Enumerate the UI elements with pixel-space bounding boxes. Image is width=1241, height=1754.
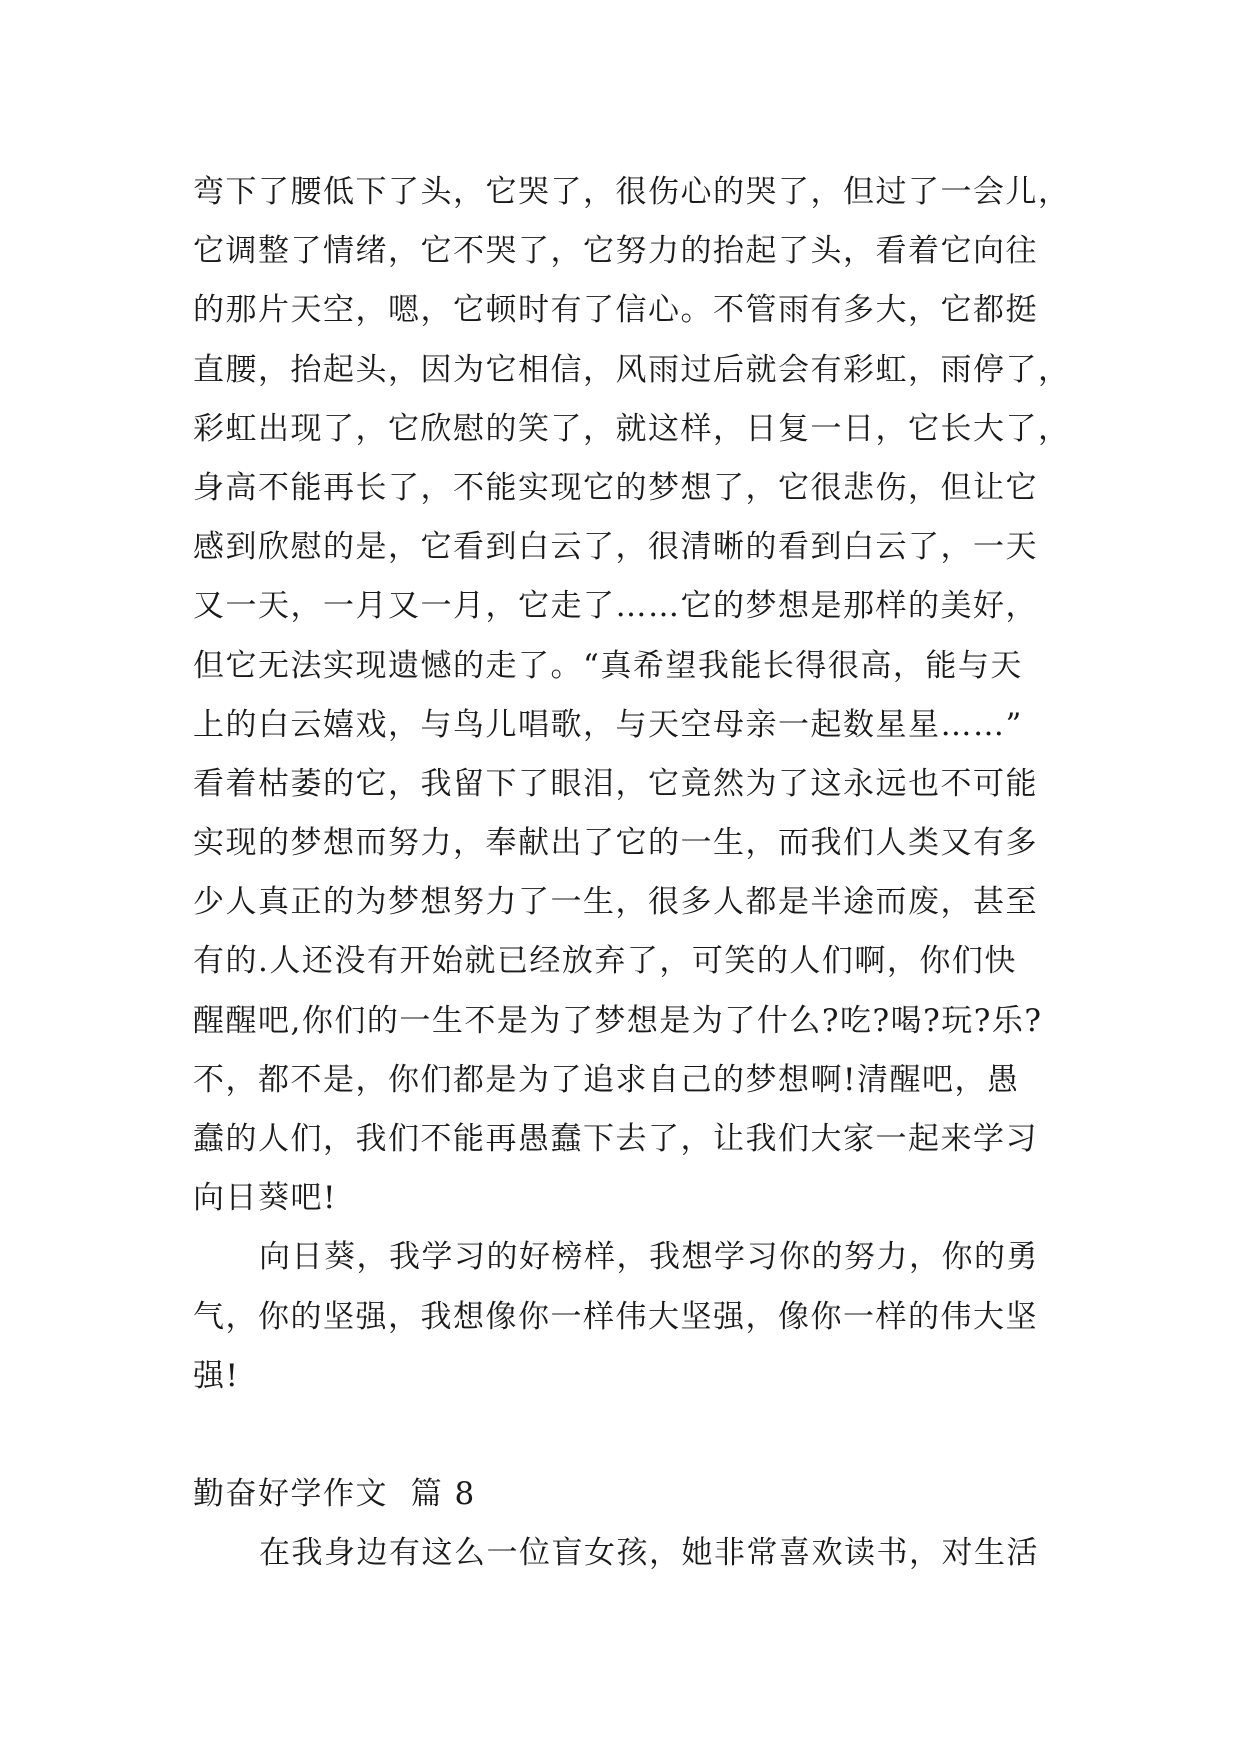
text-line: 强! [193,1357,240,1394]
text-line: 身高不能再长了，不能实现它的梦想了，它很悲伤，但让它 [193,469,1038,506]
text-line: 实现的梦想而努力，奉献出了它的一生，而我们人类又有多 [193,825,1038,862]
text-line: 不，都不是，你们都是为了追求自己的梦想啊!清醒吧，愚 [193,1061,1020,1098]
paragraph-3 [193,1524,1053,1583]
text-line: 少人真正的为梦想努力了一生，很多人都是半途而废，甚至 [193,884,1038,921]
text-line: 醒醒吧,你们的一生不是为了梦想是为了什么?吃?喝?玩?乐? [193,1002,1043,1039]
text-line: 有的.人还没有开始就已经放弃了，可笑的人们啊，你们快 [193,943,1017,980]
text-line: 蠢的人们，我们不能再愚蠢下去了，让我们大家一起来学习 [193,1121,1038,1157]
text-line: 向日葵，我学习的好榜样，我想学习你的努力，你的勇 [259,1239,1039,1276]
document-body [193,163,1071,1584]
section-heading: 勤奋好学作文 篇 8 [193,1476,476,1513]
text-line: 气，你的坚强，我想像你一样伟大坚强，像你一样的伟大坚 [193,1298,1038,1335]
text-line: 在我身边有这么一位盲女孩，她非常喜欢读书，对生活 [259,1535,1039,1572]
text-line: 又一天，一月又一月，它走了……它的梦想是那样的美好， [193,588,1038,625]
text-line: 上的白云嬉戏，与鸟儿唱歌，与天空母亲一起数星星……” [193,706,1023,743]
text-line: 但它无法实现遗憾的走了。“真希望我能长得很高，能与天 [193,647,1023,684]
text-line: 它调整了情绪，它不哭了，它努力的抬起了头，看着它向往 [193,233,1038,270]
text-line: 直腰，抬起头，因为它相信，风雨过后就会有彩虹，雨停了， [193,351,1071,388]
text-line: 向日葵吧! [193,1180,337,1217]
text-line: 看着枯萎的它，我留下了眼泪，它竟然为了这永远也不可能 [193,765,1038,802]
text-line: 的那片天空，嗯，它顿时有了信心。不管雨有多大，它都挺 [193,292,1038,329]
blank-line [193,1406,1053,1465]
text-line: 感到欣慰的是，它看到白云了，很清晰的看到白云了，一天 [193,529,1038,566]
paragraph-1 [193,163,1071,1228]
text-line: 彩虹出现了，它欣慰的笑了，就这样，日复一日，它长大了， [193,410,1071,447]
text-line: 弯下了腰低下了头，它哭了，很伤心的哭了，但过了一会儿， [193,174,1071,210]
paragraph-2 [193,1228,1053,1406]
